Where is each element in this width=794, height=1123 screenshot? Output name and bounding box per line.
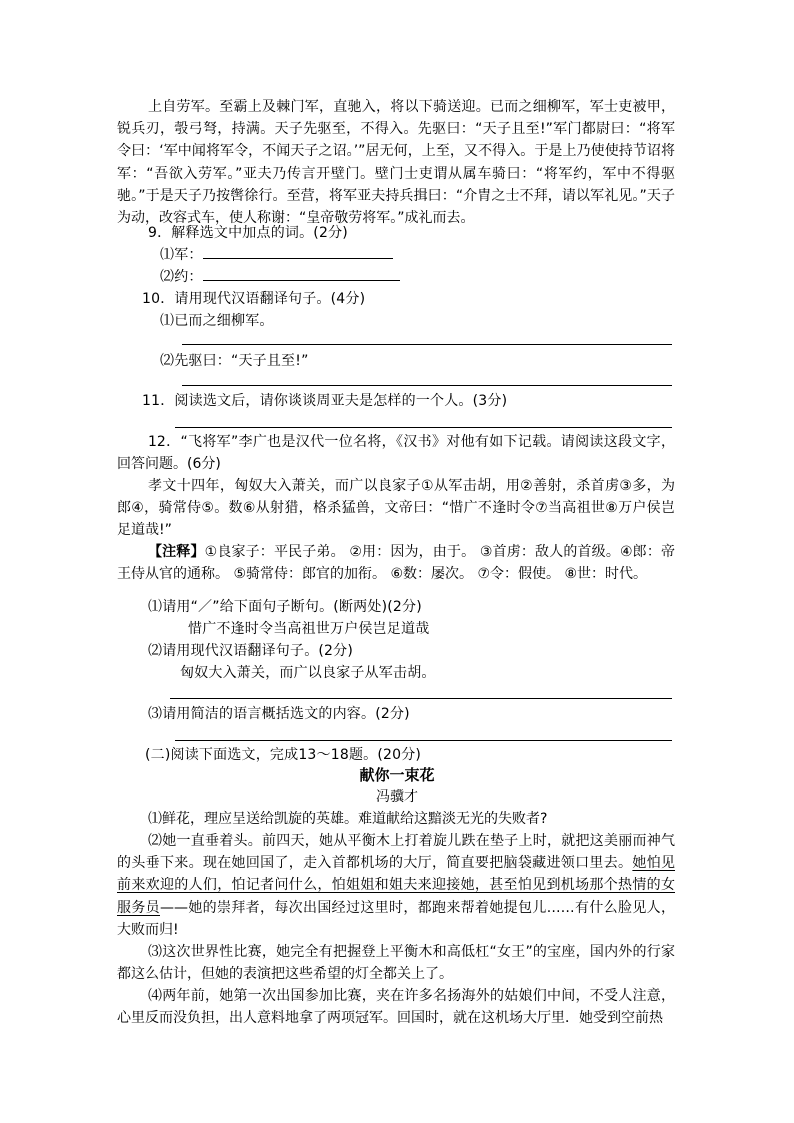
question-10-stem: 10．请用现代汉语翻译句子。(4分) (142, 291, 366, 307)
article-title: 献你一束花 (359, 766, 435, 784)
answer-blank-9-1[interactable] (203, 244, 393, 259)
answer-line-10-2[interactable] (182, 385, 672, 386)
question-9-stem: 9．解释选文中加点的词。(2分) (148, 225, 348, 241)
article-author: 冯骥才 (376, 789, 418, 805)
para-3-text: 这次世界性比赛，她完全有把握登上平衡木和高低杠“女王”的宝座，国内外的行家都这么估计，但她的表演把这些希望的灯全都关上了。 (117, 944, 675, 983)
answer-line-12-3[interactable] (175, 740, 672, 741)
para-2-underlined-text: 她怕见前来欢迎的人们，怕记者问什么，怕姐姐和姐夫来迎接她，甚至怕见到机场那个热情的女服务员 (117, 855, 676, 916)
question-12-sub1-sentence: 惜广不逢时令当高祖世万户侯岂足道哉 (188, 621, 430, 637)
classical-passage: 上自劳军。至霸上及棘门军，直驰入，将以下骑送迎。已而之细柳军，军士吏被甲，锐兵刃，彀弓弩，持满。天子先驱至，不得入。先驱曰：“天子且至!”军门都尉曰：“将军令曰：‘军中闻将军令，不闻天子之诏。’”居无何，上至，又不得入。于是上乃使使持节诏将军：“吾欲入劳军。”亚夫乃传言开壁门。壁门士吏谓从属车骑曰：“将军约，军中不得驱驰。”于是天子乃按辔徐行。至营，将军亚夫持兵揖曰：“介胄之士不拜，请以军礼见。”天子为动，改容式车，使人称谢：“皇帝敬劳将军。”成礼而去。 (117, 99, 675, 227)
notes-label: 【注释】 (148, 544, 205, 560)
answer-blank-9-2[interactable] (203, 266, 400, 281)
answer-line-10-1[interactable] (182, 344, 672, 345)
section-2-heading: (二)阅读下面选文，完成13～18题。(20分) (145, 747, 422, 763)
answer-line-11[interactable] (175, 427, 672, 428)
question-12-sub2-sentence: 匈奴大入萧关，而广以良家子从军击胡。 (180, 665, 436, 681)
para-3-num: ⑶ (148, 944, 163, 960)
question-12-sub1: ⑴请用“／”给下面句子断句。(断两处)(2分) (148, 599, 422, 615)
para-2-text: 她一直垂着头。前四天，她从平衡木上打着旋儿跌在垫子上时，就把这美丽而神气的头垂下来。现在她回国了，走入首都机场的大厅，简直要把脑袋藏进领口里去。 (117, 833, 675, 872)
para-4-num: ⑷ (148, 988, 163, 1004)
para-2-text-cont: ——她的崇拜者，每次出国经过这里时，都跑来帮着她提包儿……有什么脸见人，大败而归! (117, 899, 675, 938)
question-9-item-2-label: ⑵约： (160, 269, 203, 285)
question-9-item-1 (160, 244, 393, 266)
article-para-4 (117, 985, 675, 1029)
article-para-2 (117, 830, 675, 941)
notes-text: ①良家子：平民子弟。 ②用：因为，由于。 ③首虏：敌人的首级。④郎：帝王侍从官的通称。 ⑤骑常侍：郎官的加衔。 ⑥数：屡次。 ⑦令：假使。 ⑧世：时代。 (117, 544, 675, 583)
question-12-notes (117, 541, 675, 585)
question-12-stem: 12．“飞将军”李广也是汉代一位名将，《汉书》对他有如下记载。请阅读这段文字，回答问题。(6分) (117, 434, 675, 473)
para-1-text: 鲜花，理应呈送给凯旋的英雄。难道献给这黯淡无光的失败者? (162, 811, 548, 827)
question-10-item-1: ⑴已而之细柳军。 (160, 313, 274, 329)
article-para-1 (117, 808, 675, 830)
question-12-sub2: ⑵请用现代汉语翻译句子。(2分) (148, 643, 354, 659)
question-11-stem: 11．阅读选文后，请你谈谈周亚夫是怎样的一个人。(3分) (142, 393, 508, 409)
answer-line-12-2[interactable] (170, 698, 672, 699)
para-4-text: 两年前，她第一次出国参加比赛，夹在许多名扬海外的姑娘们中间，不受人注意，心里反而没负担，出人意料地拿了两项冠军。回国时，就在这机场大厅里．她受到空前热 (117, 988, 675, 1027)
question-12-passage: 孝文十四年，匈奴大入萧关，而广以良家子①从军击胡，用②善射，杀首虏③多，为郎④，骑常侍⑤。数⑥从射猎，格杀猛兽，文帝曰：“惜广不逢时令⑦当高祖世⑧万户侯岂足道哉!” (117, 478, 675, 539)
question-12-sub3: ⑶请用简洁的语言概括选文的内容。(2分) (148, 706, 410, 722)
question-9-item-2 (160, 266, 400, 288)
para-2-num: ⑵ (148, 833, 163, 849)
article-para-3 (117, 941, 675, 985)
question-10-item-2: ⑵先驱曰：“天子且至!” (160, 353, 309, 369)
question-9-item-1-label: ⑴军： (160, 247, 203, 263)
para-1-num: ⑴ (148, 811, 162, 827)
